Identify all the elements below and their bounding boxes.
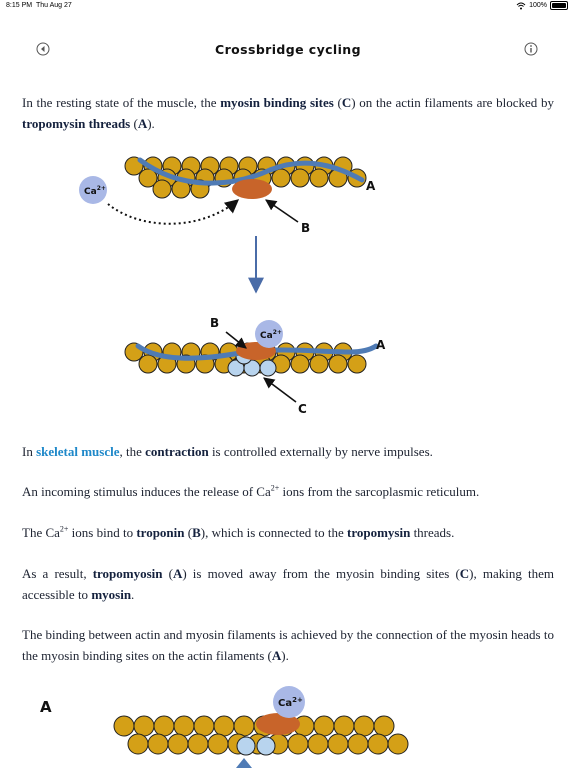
p2-term-contraction: contraction [145, 444, 209, 459]
binding-site-bead [237, 737, 255, 755]
battery-icon [550, 1, 568, 10]
p4-text: threads. [410, 525, 455, 540]
binding-site-bead [257, 737, 275, 755]
actin-bead [139, 355, 157, 373]
p6-label-a: A [271, 647, 282, 663]
p6-text: ). [281, 647, 289, 663]
actin-bead [388, 734, 408, 754]
p1-text: In the resting state of the muscle, the [22, 95, 221, 110]
nav-bar [0, 36, 576, 66]
info-icon[interactable] [524, 42, 538, 56]
paragraph-binding [22, 625, 554, 666]
actin-bead [354, 716, 374, 736]
p4-text: ), which is connected to the [200, 525, 347, 540]
p1-term-tropomysin: tropomysin threads [22, 115, 131, 131]
p5-text: . [131, 586, 135, 602]
p2-text: In [22, 444, 37, 459]
actin-bead [348, 734, 368, 754]
actin-bead [234, 716, 254, 736]
paragraph-tropomyosin-moved [22, 564, 554, 605]
p5-text: ( [162, 566, 173, 581]
p1-text: ( [130, 115, 138, 131]
paragraph-stimulus [22, 482, 554, 503]
figure-label-a: A [40, 698, 52, 716]
binding-site-bead [260, 360, 276, 376]
actin-bead [291, 169, 309, 187]
figure-crossbridge [0, 680, 576, 768]
paragraph-troponin [22, 523, 554, 544]
p1-text: ( [333, 95, 342, 110]
pointer-arrow-c [264, 378, 296, 402]
actin-bead [168, 734, 188, 754]
calcium-ion-label: $Ca^{2+}$ [278, 696, 303, 709]
calcium-ion-label: $Ca^{2+}$ [260, 329, 282, 341]
page-title: Crossbridge cycling [215, 42, 361, 57]
figure-resting-and-activated [0, 148, 576, 420]
actin-bead [368, 734, 388, 754]
paragraph-skeletal [22, 442, 554, 463]
actin-bead [128, 734, 148, 754]
actin-bead [208, 734, 228, 754]
p5-term-tropomyosin: tropomyosin [92, 566, 163, 581]
actin-bead [194, 716, 214, 736]
actin-bead [348, 355, 366, 373]
p5-label-a: A [172, 566, 183, 581]
calcium-ion-label: $Ca^{2+}$ [84, 185, 106, 197]
p5-text: ), making them accessible to [22, 566, 554, 602]
actin-bead [214, 716, 234, 736]
actin-bead [310, 169, 328, 187]
actin-bead [153, 180, 171, 198]
p3-text: ions from the sarcoplasmic reticulum. [279, 484, 480, 499]
p4-text: ( [184, 525, 193, 540]
pointer-arrow-b [266, 200, 298, 222]
actin-bead [148, 734, 168, 754]
p4-superscript: 2+ [59, 524, 69, 534]
p4-term-troponin: troponin [136, 525, 185, 540]
p1-text: ). [147, 115, 155, 131]
p3-text: An incoming stimulus induces the release of Ca [22, 484, 271, 499]
p1-text: ) on the actin filaments are blocked by [351, 95, 554, 110]
actin-bead [310, 355, 328, 373]
actin-bead [134, 716, 154, 736]
actin-bead [328, 734, 348, 754]
actin-bead [288, 734, 308, 754]
calcium-path-arrow [108, 200, 238, 224]
status-right [516, 1, 568, 10]
label-b: B [210, 316, 220, 330]
p6-text: The binding between actin and myosin filaments is achieved by the connection of the myosin heads to the myosin binding sites on the actin filaments ( [22, 627, 554, 663]
p1-label-a: A [137, 115, 148, 131]
p5-text: ) is moved away from the myosin binding sites ( [182, 566, 460, 581]
actin-bead [174, 716, 194, 736]
tropomyosin-thread-crossbridge [236, 758, 252, 768]
p4-label-b: B [192, 525, 201, 540]
p5-text: As a result, [22, 566, 93, 581]
actin-bead [329, 355, 347, 373]
actin-bead [374, 716, 394, 736]
status-bar [0, 0, 576, 14]
battery-percent: 100% [529, 2, 547, 9]
wifi-icon [516, 2, 526, 10]
p1-label-c: C [341, 95, 352, 110]
p4-text: ions bind to [68, 525, 137, 540]
actin-bead [154, 716, 174, 736]
p4-text: The Ca [22, 525, 60, 540]
actin-bead [114, 716, 134, 736]
p3-superscript: 2+ [270, 483, 280, 493]
actin-bead [334, 716, 354, 736]
status-date: Thu Aug 27 [36, 2, 72, 9]
p5-term-myosin: myosin [91, 586, 132, 602]
p2-text: is controlled externally by nerve impulses. [208, 444, 433, 459]
actin-bead [188, 734, 208, 754]
actin-bead [272, 169, 290, 187]
p5-label-c: C [459, 566, 470, 581]
label-a: A [366, 179, 376, 193]
label-b: B [301, 221, 311, 235]
actin-bead [308, 734, 328, 754]
skeletal-muscle-link[interactable]: skeletal muscle [36, 444, 120, 459]
actin-bead [291, 355, 309, 373]
label-a: A [376, 338, 386, 352]
label-c: C [298, 402, 307, 416]
intro-paragraph [22, 93, 554, 134]
status-time: 8:15 PM [6, 2, 33, 9]
p1-term-binding-sites: myosin binding sites [220, 95, 334, 110]
troponin-resting [232, 179, 272, 199]
p4-term-tropomysin: tropomysin [346, 525, 411, 540]
p2-text: , the [119, 444, 146, 459]
actin-bead [314, 716, 334, 736]
